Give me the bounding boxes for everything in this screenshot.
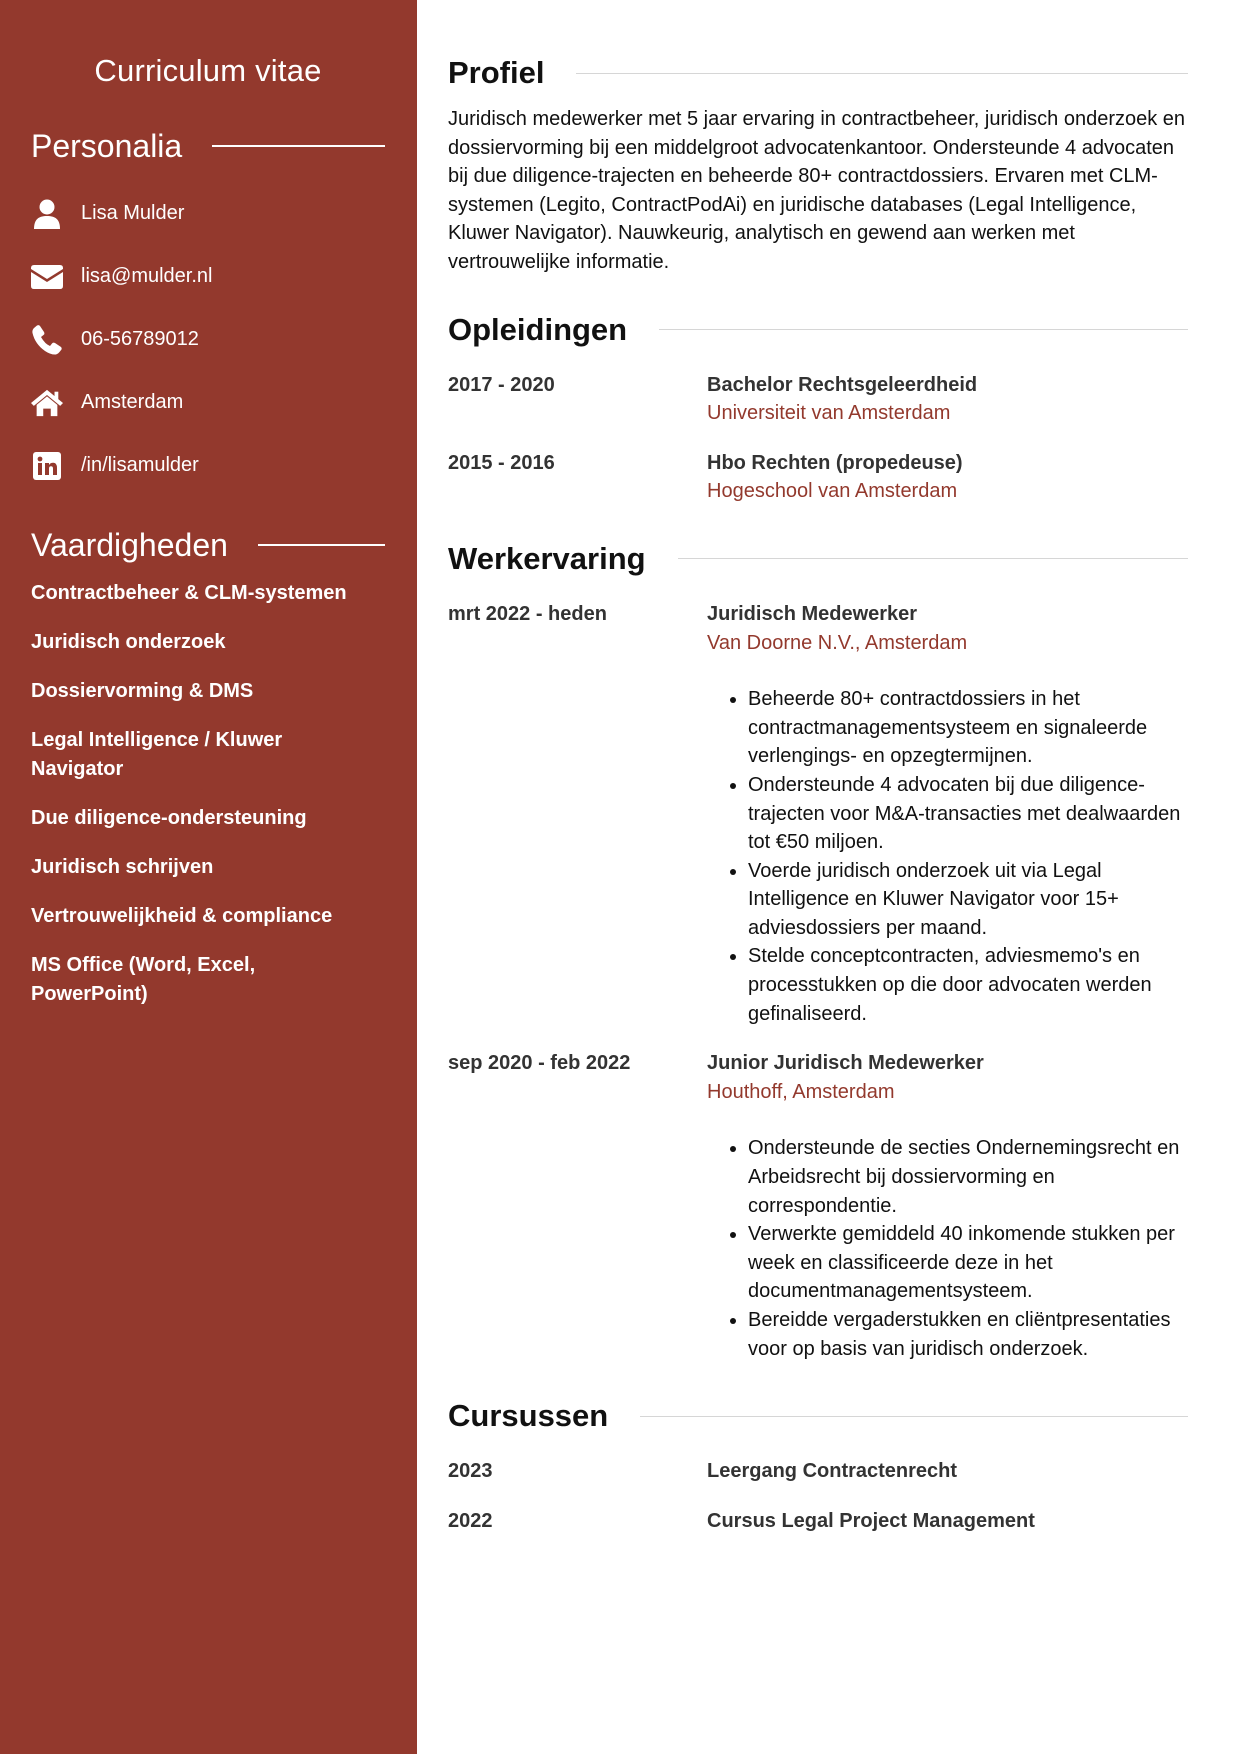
education-title: Bachelor Rechtsgeleerdheid	[707, 373, 978, 396]
skill-list	[31, 579, 385, 1009]
contact-location	[31, 371, 385, 434]
skills-divider	[258, 544, 385, 546]
courses-heading	[448, 1396, 1188, 1436]
experience-section	[448, 539, 1188, 1363]
experience-bullets	[707, 685, 1188, 1028]
education-institution: Hogeschool van Amsterdam	[707, 480, 958, 503]
education-divider	[659, 329, 1188, 330]
bullet-item: • Ondersteunde 4 advocaten bij due diligence-trajecten voor M&A-transacties met dealwaarden tot €50 miljoen.	[748, 771, 1188, 857]
skills-heading	[31, 525, 385, 565]
course-body	[707, 1457, 1188, 1486]
experience-date: mrt 2022 - heden	[448, 602, 607, 625]
contact-name-text: Lisa Mulder	[81, 202, 185, 224]
contact-list	[31, 182, 385, 497]
course-entry	[448, 1457, 1188, 1486]
skill-item: Due diligence-ondersteuning	[31, 807, 307, 829]
experience-divider	[678, 558, 1188, 559]
skill-item: Dossiervorming & DMS	[31, 680, 254, 702]
experience-date: sep 2020 - feb 2022	[448, 1052, 631, 1075]
education-title: Hbo Rechten (propedeuse)	[707, 451, 963, 474]
course-date: 2023	[448, 1460, 493, 1483]
skill-item: MS Office (Word, Excel, PowerPoint)	[31, 954, 256, 1005]
contact-linkedin[interactable]	[31, 434, 385, 497]
education-section	[448, 310, 1188, 506]
skill-item: Contractbeheer & CLM-systemen	[31, 582, 347, 604]
phone-icon	[31, 324, 63, 356]
sidebar	[0, 0, 417, 1754]
course-title: Leergang Contractenrecht	[707, 1460, 958, 1483]
bullet-item: • Stelde conceptcontracten, adviesmemo's en processtukken op die door advocaten werden gefinaliseerd.	[748, 942, 1188, 1028]
skill-item: Vertrouwelijkheid & compliance	[31, 905, 333, 927]
education-institution: Universiteit van Amsterdam	[707, 402, 951, 425]
course-entry	[448, 1507, 1188, 1536]
skill-item: Juridisch schrijven	[31, 856, 214, 878]
skill-item: Juridisch onderzoek	[31, 631, 226, 653]
education-heading-text: Opleidingen	[448, 311, 628, 347]
experience-entry	[448, 1049, 1188, 1363]
bullet-item: • Bereidde vergaderstukken en cliëntpresentaties voor op basis van juridisch onderzoek.	[748, 1306, 1188, 1363]
course-date: 2022	[448, 1509, 493, 1532]
courses-divider	[640, 1416, 1188, 1417]
person-icon	[31, 198, 63, 230]
personalia-heading-text: Personalia	[31, 127, 183, 164]
main-content	[448, 0, 1188, 1535]
education-entry	[448, 449, 1188, 506]
envelope-icon	[31, 261, 63, 293]
education-heading	[448, 310, 1188, 350]
course-title: Cursus Legal Project Management	[707, 1509, 1035, 1532]
cv-title: Curriculum vitae	[94, 53, 322, 88]
education-date: 2015 - 2016	[448, 451, 555, 474]
contact-name	[31, 182, 385, 245]
personalia-divider	[212, 145, 385, 147]
contact-linkedin-text[interactable]: /in/lisamulder	[81, 454, 199, 476]
skill-item: Legal Intelligence / Kluwer Navigator	[31, 729, 283, 780]
experience-bullets	[707, 1134, 1188, 1363]
profile-heading	[448, 53, 1188, 93]
education-date: 2017 - 2020	[448, 373, 555, 396]
education-body	[707, 371, 1188, 428]
profile-section	[448, 0, 1188, 277]
contact-phone[interactable]	[31, 308, 385, 371]
experience-title: Junior Juridisch Medewerker	[707, 1052, 984, 1075]
contact-email[interactable]	[31, 245, 385, 308]
courses-heading-text: Cursussen	[448, 1398, 609, 1434]
experience-entry	[448, 600, 1188, 1028]
experience-body	[707, 1049, 1188, 1363]
personalia-heading	[31, 126, 385, 166]
linkedin-icon	[31, 450, 63, 482]
contact-email-text[interactable]: lisa@mulder.nl	[81, 265, 213, 287]
skills-heading-text: Vaardigheden	[31, 526, 228, 563]
experience-heading-text: Werkervaring	[448, 540, 646, 576]
experience-title: Juridisch Medewerker	[707, 602, 918, 625]
education-entry	[448, 371, 1188, 428]
contact-phone-text[interactable]: 06-56789012	[81, 328, 199, 350]
contact-location-text: Amsterdam	[81, 391, 184, 413]
experience-employer: Houthoff, Amsterdam	[707, 1080, 895, 1103]
education-body	[707, 449, 1188, 506]
bullet-item: • Ondersteunde de secties Ondernemingsrecht en Arbeidsrecht bij dossiervorming en correspondentie.	[748, 1134, 1188, 1220]
bullet-item: • Voerde juridisch onderzoek uit via Legal Intelligence en Kluwer Navigator voor 15+ adviesdossiers per maand.	[748, 857, 1188, 943]
profile-text: Juridisch medewerker met 5 jaar ervaring in contractbeheer, juridisch onderzoek en dossiervorming bij een middelgroot advocatenkantoor. Ondersteunde 4 advocaten bij due diligence-trajecten en beheerde 80+ contractdossiers. Ervaren met CLM-systemen (Legito, ContractPodAi) en juridische databases (Legal Intelligence, Kluwer Navigator). Nauwkeurig, analytisch en gewend aan werken met vertrouwelijke informatie.	[448, 108, 1186, 273]
profile-heading-text: Profiel	[448, 55, 545, 90]
bullet-item: • Beheerde 80+ contractdossiers in het contractmanagementsysteem en signaleerde verlengings- en opzegtermijnen.	[748, 685, 1188, 771]
bullet-item: • Verwerkte gemiddeld 40 inkomende stukken per week en classificeerde deze in het documentmanagementsysteem.	[748, 1220, 1188, 1306]
home-icon	[31, 387, 63, 419]
courses-section	[448, 1396, 1188, 1535]
course-body	[707, 1507, 1188, 1536]
experience-body	[707, 600, 1188, 1028]
profile-divider	[576, 73, 1188, 74]
experience-heading	[448, 539, 1188, 579]
experience-employer: Van Doorne N.V., Amsterdam	[707, 631, 968, 654]
